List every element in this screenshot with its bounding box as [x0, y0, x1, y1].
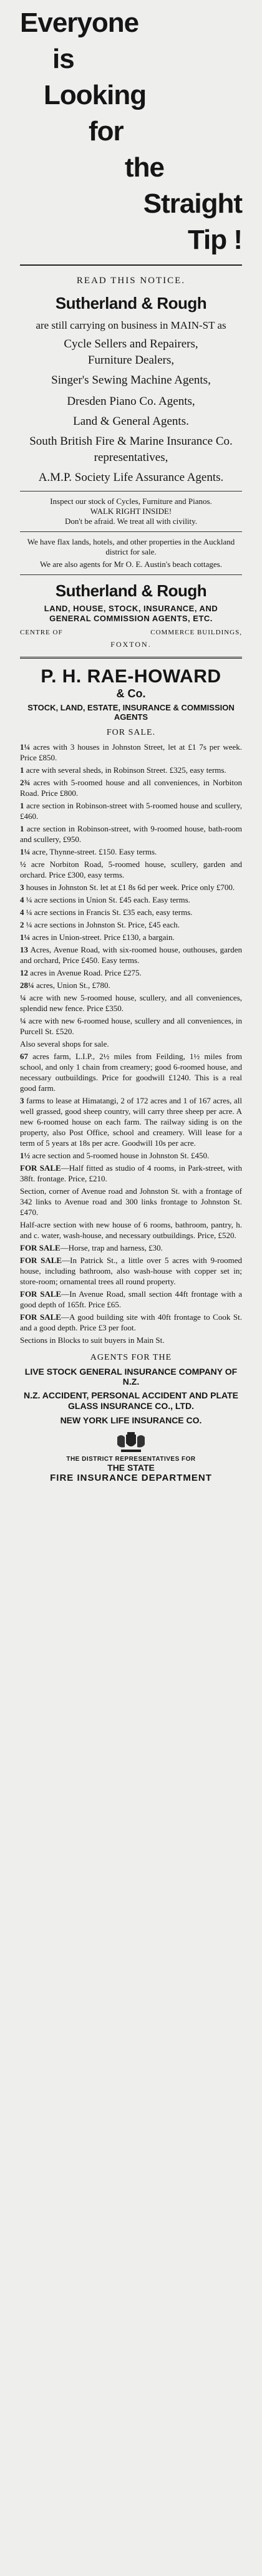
list-item — [20, 967, 242, 978]
listing-text: acre section and 5-roomed house in Johnston St. £450. — [32, 1151, 210, 1160]
service-item: South British Fire & Marine Insurance Co. representatives, — [29, 435, 233, 464]
listing-text: Also several shops for sale. — [20, 1039, 109, 1048]
for-sale-heading: FOR SALE. — [106, 728, 156, 737]
listing-lead: 13 — [20, 945, 28, 954]
listing-text: Sections in Blocks to suit buyers in Main St. — [20, 1335, 165, 1345]
listing-text: acres with 5-roomed house and all conveniences, in Norbiton Road. Price £800. — [20, 778, 242, 798]
listing-lead: 28¼ — [20, 981, 34, 990]
listing-text: acres in Union-street. Price £130, a bargain. — [32, 932, 175, 942]
listing-lead: 2¾ — [20, 778, 31, 787]
headline-line: Straight — [143, 188, 242, 219]
list-item — [20, 800, 242, 821]
austin-text: We are also agents for Mr O. E. Austin's beach cottages. — [40, 559, 222, 569]
coat-of-arms-icon — [112, 1431, 150, 1453]
listing-lead: 1 — [20, 765, 24, 775]
headline-line: is — [52, 44, 74, 74]
services-list — [20, 336, 242, 486]
listing-text: ¼ acre sections in Union St. £45 each. Easy terms. — [26, 895, 190, 904]
headline — [20, 5, 242, 258]
intro-text: are still carrying on business in MAIN-ST as — [36, 319, 226, 331]
address-left: CENTRE OF — [20, 629, 63, 636]
list-item — [20, 1289, 242, 1310]
listing-text: —In Avenue Road, small section 44ft frontage with a good depth of 165ft. Price £65. — [20, 1289, 242, 1309]
list-item — [20, 765, 242, 775]
listing-text: acres in Avenue Road. Price £275. — [30, 968, 142, 977]
list-item — [20, 1186, 242, 1218]
address-right: COMMERCE BUILDINGS, — [150, 629, 242, 636]
listing-text: ¼ acre sections in Francis St. £35 each, easy terms. — [26, 908, 193, 917]
listings — [20, 742, 242, 1345]
list-item — [20, 1150, 242, 1161]
notice-heading: READ THIS NOTICE. — [76, 276, 186, 286]
listing-lead: 1 — [20, 824, 24, 833]
list-item — [20, 907, 242, 918]
list-item — [20, 1163, 242, 1184]
listing-text: Acres, Avenue Road, with six-roomed house, outhouses, garden and orchard, Price £450. Easy terms. — [20, 945, 242, 965]
listing-text: —In Patrick St., a little over 5 acres with 9-roomed house, including bathroom, also wash-house with copper set in; store-room; ornamental trees all round property. — [20, 1256, 242, 1286]
list-item — [20, 932, 242, 942]
listing-lead: 1¼ — [20, 847, 31, 856]
list-item — [20, 894, 242, 905]
listing-text: acre Norbiton Road, 5-roomed house, scullery, garden and orchard. Price £300, easy terms. — [20, 859, 243, 879]
headline-line: for — [89, 116, 124, 147]
insurer-ny-life: NEW YORK LIFE INSURANCE CO. — [60, 1415, 202, 1425]
listing-lead: 1½ — [20, 1151, 31, 1160]
list-item — [20, 1312, 242, 1333]
listing-text: —Half fitted as studio of 4 rooms, in Park-street, with 38ft. frontage. Price, £210. — [20, 1163, 243, 1183]
listing-lead: 2 — [20, 920, 24, 929]
listing-text: acre with new 6-roomed house, scullery and all conveniences, in Purcell St. £520. — [20, 1016, 243, 1036]
ph-agents: STOCK, LAND, ESTATE, INSURANCE & COMMISSION AGENTS — [27, 703, 235, 722]
listing-lead: 4 — [20, 895, 24, 904]
listing-text: acre, Thynne-street. £150. Easy terms. — [32, 847, 157, 856]
list-item — [20, 1039, 242, 1049]
list-item — [20, 1242, 242, 1253]
list-item — [20, 1015, 242, 1037]
list-item — [20, 944, 242, 966]
listing-lead: FOR SALE — [20, 1163, 61, 1173]
agents-line: LAND, HOUSE, STOCK, INSURANCE, AND GENERAL COMMISSION AGENTS, ETC. — [44, 604, 218, 623]
flax-text: We have flax lands, hotels, and other properties in the Auckland district for sale. — [27, 537, 235, 556]
listing-text: ¼ acre sections in Johnston St. Price, £45 each. — [26, 920, 180, 929]
list-item — [20, 919, 242, 930]
firm-name-repeat: Sutherland & Rough — [55, 581, 207, 600]
divider — [20, 531, 242, 532]
listing-text: houses in Johnston St. let at £1 8s 6d per week. Price only £700. — [26, 883, 235, 892]
service-item: Land & General Agents. — [73, 415, 189, 428]
listing-lead: 12 — [20, 968, 28, 977]
listing-lead: FOR SALE — [20, 1243, 61, 1252]
list-item — [20, 777, 242, 798]
list-item — [20, 1095, 242, 1148]
listing-lead: 1¼ — [20, 742, 31, 752]
list-item — [20, 1335, 242, 1345]
listing-text: acres, Union St., £780. — [36, 981, 110, 990]
listing-lead: 1 — [20, 801, 24, 810]
district-reps: THE DISTRICT REPRESENTATIVES FOR — [66, 1456, 196, 1463]
listing-text: acre with new 5-roomed house, scullery, and all conveniences, splendid new fence. Price £350. — [20, 993, 243, 1013]
service-item: Singer's Sewing Machine Agents, — [51, 374, 211, 387]
divider — [20, 264, 242, 266]
listing-text: —Horse, trap and harness, £30. — [60, 1243, 163, 1252]
insurer-live-stock: LIVE STOCK GENERAL INSURANCE COMPANY OF N.Z. — [24, 1367, 238, 1387]
list-item — [20, 1219, 242, 1241]
agents-for-heading: AGENTS FOR THE — [90, 1353, 172, 1362]
listing-text: acres farm, L.I.P., 2½ miles from Feilding, 1½ miles from school, and only 1 chain from creamery; good 6-roomed house, and necessary outbuildings. Price for goodwill £1240. This is a real good farm. — [20, 1052, 242, 1093]
listing-lead: FOR SALE — [20, 1289, 62, 1299]
listing-lead: 4 — [20, 908, 24, 917]
address-line — [20, 629, 242, 636]
listing-text: Section, corner of Avenue road and Johnston St. with a frontage of 342 links to Avenue road and 300 links frontage to Johnston St. £470. — [20, 1186, 242, 1217]
list-item — [20, 1051, 242, 1093]
listing-lead: FOR SALE — [20, 1256, 62, 1265]
list-item — [20, 1255, 242, 1287]
list-item — [20, 742, 242, 763]
listing-lead: 3 — [20, 883, 24, 892]
headline-line: Looking — [44, 80, 147, 110]
inspect-text: Inspect our stock of Cycles, Furniture and Pianos. — [50, 496, 212, 506]
walk-text: WALK RIGHT INSIDE! — [90, 506, 172, 516]
ph-name: P. H. RAE-HOWARD — [41, 666, 221, 687]
listing-lead: ¼ — [20, 1016, 26, 1025]
town-name: FOXTON. — [110, 640, 152, 649]
listing-text: acre with several sheds, in Robinson Street. £325, easy terms. — [26, 765, 226, 775]
advertisement-page — [10, 0, 252, 2564]
divider — [20, 574, 242, 575]
list-item — [20, 859, 242, 880]
listing-lead: 3 — [20, 1096, 24, 1105]
fire-department: FIRE INSURANCE DEPARTMENT — [50, 1473, 212, 1483]
listing-text: acre section in Robinson-street, with 9-roomed house, bath-room and scullery, £950. — [20, 824, 243, 844]
headline-line: Tip ! — [187, 225, 242, 255]
listing-text: acre section in Robinson-street with 5-roomed house and scullery, £460. — [20, 801, 242, 821]
listing-text: acres with 3 houses in Johnston Street, let at £1 7s per week. Price £850. — [20, 742, 243, 762]
listing-lead: FOR SALE — [20, 1312, 61, 1322]
listing-lead: 67 — [20, 1052, 28, 1061]
list-item — [20, 980, 242, 990]
insurer-nz-accident: N.Z. ACCIDENT, PERSONAL ACCIDENT AND PLATE GLASS INSURANCE CO., LTD. — [23, 1390, 239, 1411]
listing-text: farms to lease at Himatangi, 2 of 172 acres and 1 of 167 acres, all well grassed, good sheep country, will carry three sheep per acre. A new 6-roomed house on each farm. The railway siding is on the property, also Post Office, school and creamery. Will lease for a term of 5 years at 18s per acre. Goodwill 10s per acre. — [20, 1096, 242, 1148]
service-item: Cycle Sellers and Repairers, — [64, 337, 198, 351]
service-item: Dresden Piano Co. Agents, — [67, 395, 195, 408]
headline-line: the — [125, 152, 164, 183]
list-item — [20, 882, 242, 893]
listing-lead: 1¼ — [20, 932, 31, 942]
listing-lead: ¼ — [20, 993, 26, 1002]
ph-company: & Co. — [116, 687, 146, 700]
divider — [20, 657, 242, 659]
service-item: Furniture Dealers, — [87, 354, 175, 367]
insurers — [20, 1367, 242, 1426]
afraid-text: Don't be afraid. We treat all with civility. — [64, 516, 198, 526]
headline-line: Everyone — [20, 7, 139, 38]
service-item: A.M.P. Society Life Assurance Agents. — [38, 471, 224, 484]
firm-name: Sutherland & Rough — [55, 294, 207, 312]
list-item — [20, 992, 242, 1014]
listing-text: Half-acre section with new house of 6 rooms, bathroom, pantry, h. and c. water, wash-house, and necessary outbuildings. Price, £520. — [20, 1220, 242, 1240]
the-state: THE STATE — [107, 1463, 155, 1473]
listing-text: —A good building site with 40ft frontage to Cook St. and a good depth. Price £3 per foot. — [20, 1312, 242, 1332]
list-item — [20, 823, 242, 845]
list-item — [20, 846, 242, 857]
listing-lead: ½ — [20, 859, 26, 869]
